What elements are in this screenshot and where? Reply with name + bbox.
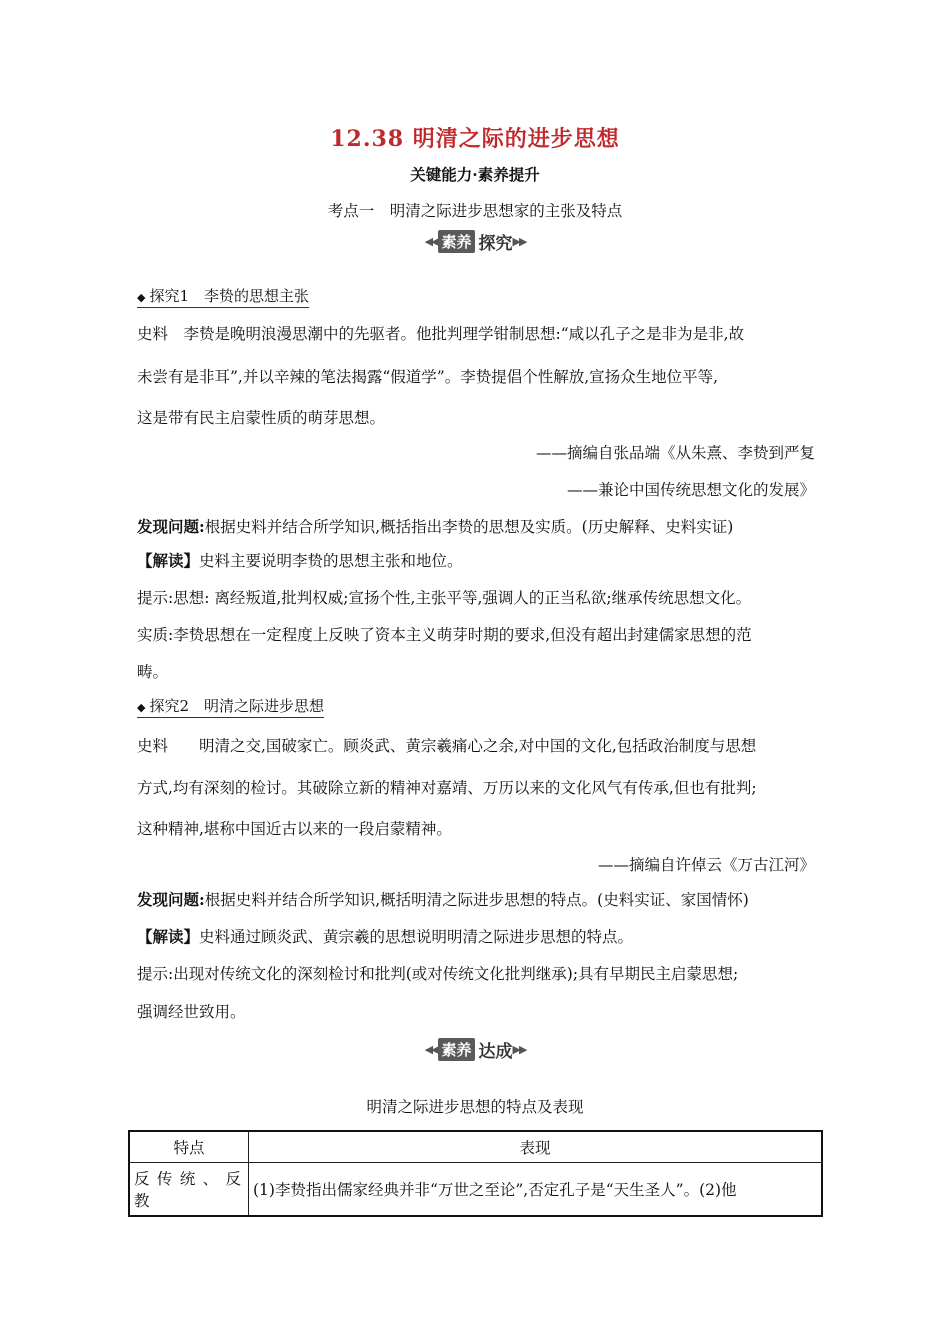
table-caption: 明清之际进步思想的特点及表现	[366, 1098, 584, 1116]
banner-achieve	[405, 1037, 545, 1061]
question-text: 根据史料并结合所学知识,概括明清之际进步思想的特点。(史料实证、家国情怀)	[204, 891, 749, 909]
source-line: 未尝有是非耳”,并以辛辣的笔法揭露“假道学”。李贽提倡个性解放,宣扬众生地位平等,	[137, 368, 719, 386]
source-line: 这种精神,堪称中国近古以来的一段启蒙精神。	[137, 820, 452, 838]
table-header-cell: 表现	[249, 1131, 823, 1163]
source-line: 方式,均有深刻的检讨。其破除立新的精神对嘉靖、万历以来的文化风气有传承,但也有批判;	[137, 779, 757, 797]
reading-text: 史料通过顾炎武、黄宗羲的思想说明明清之际进步思想的特点。	[199, 928, 634, 946]
question-label: 发现问题:	[137, 890, 205, 909]
hint: 提示:出现对传统文化的深刻检讨和批判(或对传统文化批判继承);具有早期民主启蒙思想;	[137, 965, 739, 983]
explore-heading-2-text: 探究2 明清之际进步思想	[149, 697, 325, 715]
diamond-icon: ◆	[137, 701, 146, 714]
citation: ——兼论中国传统思想文化的发展》	[566, 481, 815, 499]
hint: 强调经世致用。	[137, 1003, 246, 1021]
table-header-cell: 特点	[129, 1131, 249, 1163]
question-label: 发现问题:	[137, 517, 205, 536]
arrow-left-icon: ◀◀	[424, 1042, 438, 1056]
topic-heading: 考点一 明清之际进步思想家的主张及特点	[327, 202, 623, 220]
reading-label: 【解读】	[137, 551, 200, 570]
hint: 实质:李贽思想在一定程度上反映了资本主义萌芽时期的要求,但没有超出封建儒家思想的范	[137, 626, 752, 644]
explore-heading-1-text: 探究1 李贽的思想主张	[149, 287, 310, 305]
arrow-right-icon: ▶▶	[512, 234, 526, 248]
source-line: 这是带有民主启蒙性质的萌芽思想。	[137, 409, 386, 427]
explore-heading-1	[137, 285, 309, 308]
citation: ——摘编自张品端《从朱熹、李贽到严复	[535, 444, 815, 462]
question	[137, 888, 749, 910]
table-row	[129, 1163, 822, 1217]
reading-text: 史料主要说明李贽的思想主张和地位。	[199, 552, 463, 570]
table-cell: 反传统、反教	[129, 1163, 249, 1217]
reading	[137, 925, 633, 947]
explore-heading-2	[137, 695, 324, 718]
question-text: 根据史料并结合所学知识,概括指出李贽的思想及实质。(历史解释、史料实证)	[204, 518, 734, 536]
banner-label-left: 素养	[438, 230, 474, 253]
arrow-right-icon: ▶▶	[512, 1042, 526, 1056]
banner-label-right: 达成	[478, 1041, 513, 1062]
citation: ——摘编自许倬云《万古江河》	[597, 856, 815, 874]
table-header-row	[129, 1131, 822, 1163]
banner-explore	[405, 229, 545, 253]
features-table	[128, 1130, 823, 1217]
banner-label-right: 探究	[478, 233, 513, 254]
arrow-left-icon: ◀◀	[424, 234, 438, 248]
diamond-icon: ◆	[137, 291, 146, 304]
page-title: 12.38 明清之际的进步思想	[330, 126, 620, 152]
banner-label-left: 素养	[438, 1038, 474, 1061]
hint: 提示:思想: 离经叛道,批判权威;宣扬个性,主张平等,强调人的正当私欲;继承传统思想文化。	[137, 589, 752, 607]
source-line: 史料 明清之交,国破家亡。顾炎武、黄宗羲痛心之余,对中国的文化,包括政治制度与思想	[137, 737, 757, 755]
question	[137, 515, 733, 537]
reading-label: 【解读】	[137, 927, 200, 946]
table-cell: (1)李贽指出儒家经典并非“万世之至论”,否定孔子是“天生圣人”。(2)他	[249, 1163, 823, 1217]
source-line: 史料 李贽是晚明浪漫思潮中的先驱者。他批判理学钳制思想:“咸以孔子之是非为是非,故	[137, 325, 745, 343]
reading	[137, 549, 463, 571]
hint: 畴。	[137, 663, 169, 681]
section-subtitle: 关键能力·素养提升	[410, 165, 540, 184]
